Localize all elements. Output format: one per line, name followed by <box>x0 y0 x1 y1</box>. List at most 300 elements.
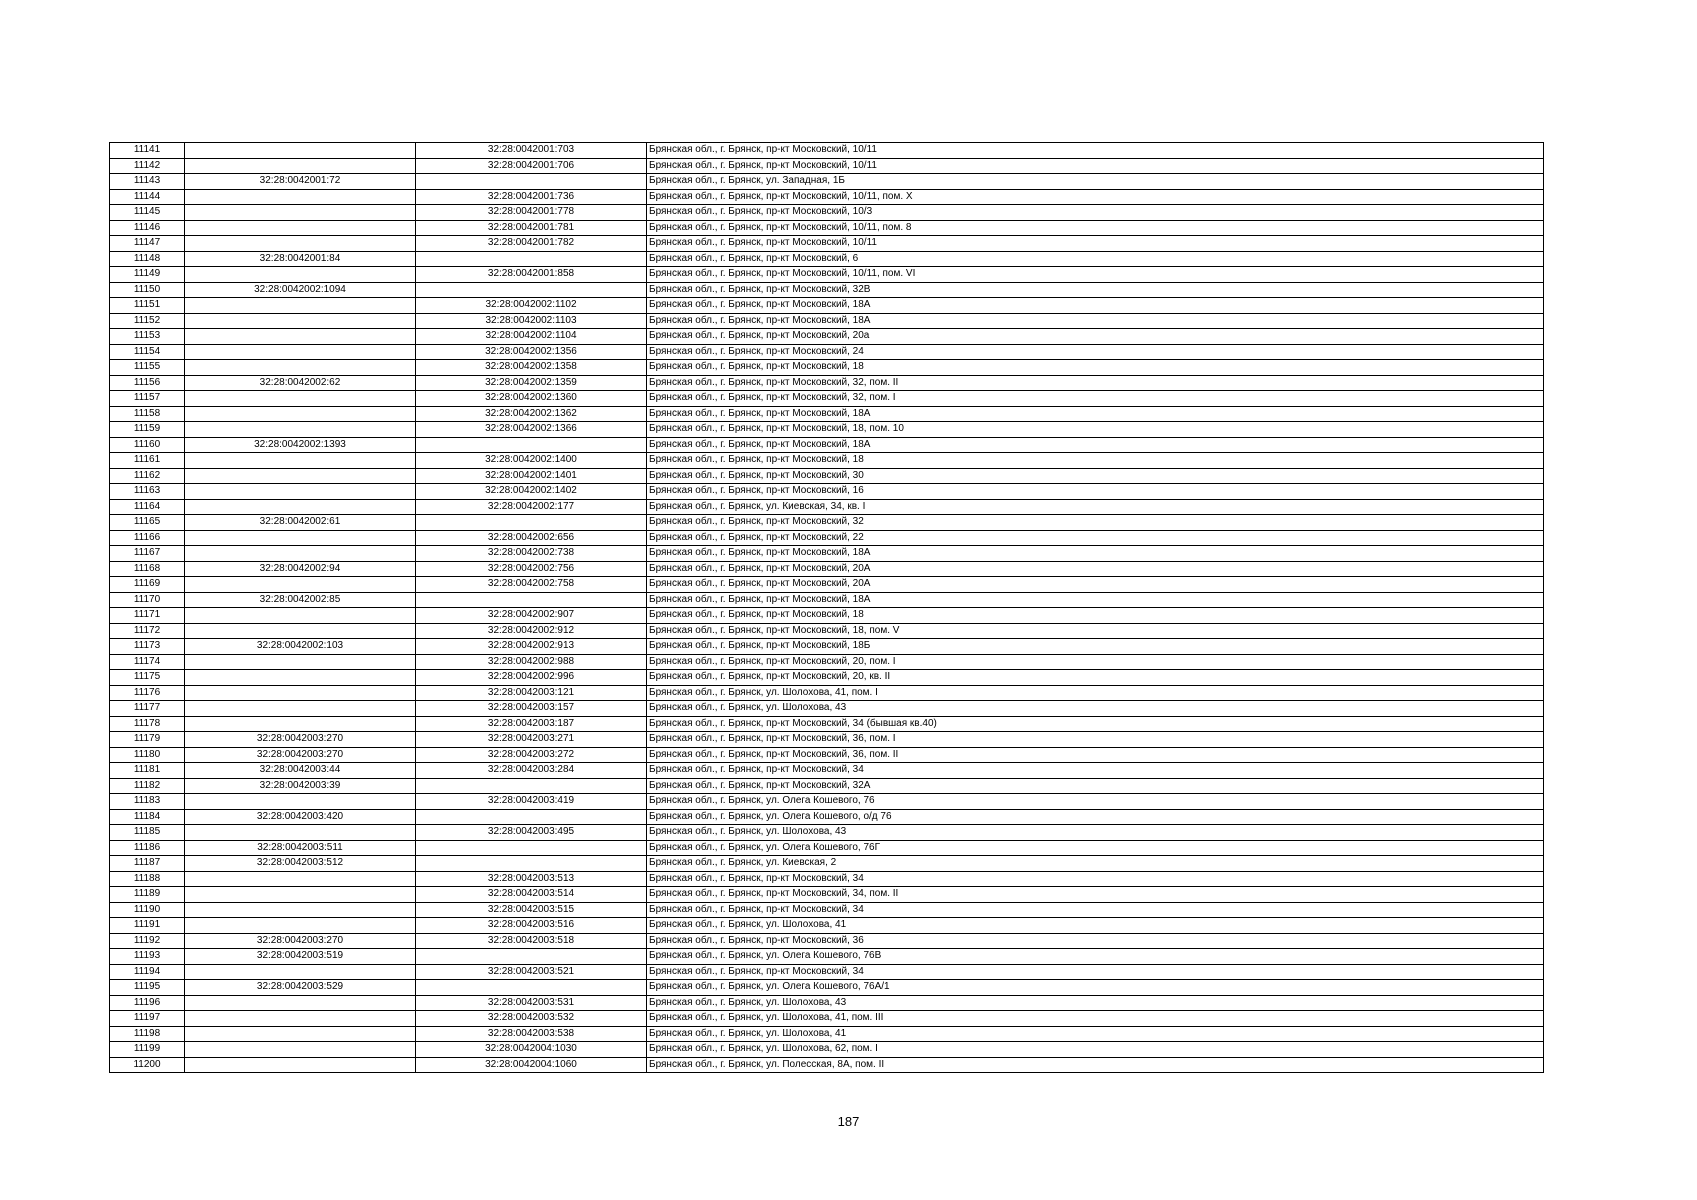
object-cadastral-number-cell: 32:28:0042002:907 <box>416 608 647 624</box>
land-cadastral-number-cell <box>185 654 416 670</box>
address-cell: Брянская обл., г. Брянск, пр-кт Московский, 32А <box>647 778 1544 794</box>
row-number-cell: 11156 <box>110 375 185 391</box>
table-row <box>110 530 1544 546</box>
address-cell: Брянская обл., г. Брянск, пр-кт Московский, 18Б <box>647 639 1544 655</box>
row-number-cell: 11149 <box>110 267 185 283</box>
table-row <box>110 189 1544 205</box>
row-number-cell: 11178 <box>110 716 185 732</box>
object-cadastral-number-cell: 32:28:0042003:532 <box>416 1011 647 1027</box>
table-row <box>110 995 1544 1011</box>
land-cadastral-number-cell <box>185 220 416 236</box>
table-row <box>110 794 1544 810</box>
address-cell: Брянская обл., г. Брянск, ул. Олега Кошевого, 76В <box>647 949 1544 965</box>
object-cadastral-number-cell: 32:28:0042003:516 <box>416 918 647 934</box>
table-row <box>110 980 1544 996</box>
land-cadastral-number-cell: 32:28:0042001:84 <box>185 251 416 267</box>
address-cell: Брянская обл., г. Брянск, ул. Олега Кошевого, 76 <box>647 794 1544 810</box>
object-cadastral-number-cell: 32:28:0042002:1358 <box>416 360 647 376</box>
address-cell: Брянская обл., г. Брянск, пр-кт Московский, 10/11 <box>647 143 1544 159</box>
address-cell: Брянская обл., г. Брянск, пр-кт Московский, 18А <box>647 313 1544 329</box>
land-cadastral-number-cell: 32:28:0042002:61 <box>185 515 416 531</box>
land-cadastral-number-cell <box>185 267 416 283</box>
object-cadastral-number-cell: 32:28:0042001:736 <box>416 189 647 205</box>
table-row <box>110 887 1544 903</box>
row-number-cell: 11154 <box>110 344 185 360</box>
land-cadastral-number-cell: 32:28:0042002:85 <box>185 592 416 608</box>
row-number-cell: 11197 <box>110 1011 185 1027</box>
address-cell: Брянская обл., г. Брянск, пр-кт Московский, 20, кв. II <box>647 670 1544 686</box>
address-cell: Брянская обл., г. Брянск, ул. Олега Кошевого, 76Г <box>647 840 1544 856</box>
object-cadastral-number-cell: 32:28:0042003:121 <box>416 685 647 701</box>
land-cadastral-number-cell <box>185 995 416 1011</box>
table-row <box>110 499 1544 515</box>
table-row <box>110 639 1544 655</box>
address-cell: Брянская обл., г. Брянск, пр-кт Московский, 18, пом. V <box>647 623 1544 639</box>
land-cadastral-number-cell: 32:28:0042002:1393 <box>185 437 416 453</box>
object-cadastral-number-cell: 32:28:0042001:706 <box>416 158 647 174</box>
address-cell: Брянская обл., г. Брянск, пр-кт Московский, 20А <box>647 561 1544 577</box>
address-cell: Брянская обл., г. Брянск, ул. Шолохова, 43 <box>647 701 1544 717</box>
address-cell: Брянская обл., г. Брянск, пр-кт Московский, 20а <box>647 329 1544 345</box>
land-cadastral-number-cell <box>185 918 416 934</box>
row-number-cell: 11190 <box>110 902 185 918</box>
object-cadastral-number-cell <box>416 809 647 825</box>
object-cadastral-number-cell: 32:28:0042001:781 <box>416 220 647 236</box>
object-cadastral-number-cell: 32:28:0042002:912 <box>416 623 647 639</box>
address-cell: Брянская обл., г. Брянск, пр-кт Московский, 18 <box>647 360 1544 376</box>
land-cadastral-number-cell <box>185 205 416 221</box>
address-cell: Брянская обл., г. Брянск, пр-кт Московский, 32, пом. I <box>647 391 1544 407</box>
object-cadastral-number-cell <box>416 856 647 872</box>
object-cadastral-number-cell: 32:28:0042002:988 <box>416 654 647 670</box>
address-cell: Брянская обл., г. Брянск, пр-кт Московский, 36 <box>647 933 1544 949</box>
row-number-cell: 11199 <box>110 1042 185 1058</box>
table-row <box>110 933 1544 949</box>
row-number-cell: 11155 <box>110 360 185 376</box>
address-cell: Брянская обл., г. Брянск, пр-кт Московский, 30 <box>647 468 1544 484</box>
object-cadastral-number-cell: 32:28:0042002:1359 <box>416 375 647 391</box>
land-cadastral-number-cell <box>185 143 416 159</box>
row-number-cell: 11141 <box>110 143 185 159</box>
table-row <box>110 871 1544 887</box>
page-number: 187 <box>837 1114 860 1129</box>
object-cadastral-number-cell: 32:28:0042003:513 <box>416 871 647 887</box>
object-cadastral-number-cell: 32:28:0042003:531 <box>416 995 647 1011</box>
table-row <box>110 360 1544 376</box>
land-cadastral-number-cell <box>185 236 416 252</box>
address-cell: Брянская обл., г. Брянск, пр-кт Московский, 22 <box>647 530 1544 546</box>
table-row <box>110 313 1544 329</box>
row-number-cell: 11169 <box>110 577 185 593</box>
object-cadastral-number-cell: 32:28:0042002:1362 <box>416 406 647 422</box>
row-number-cell: 11157 <box>110 391 185 407</box>
land-cadastral-number-cell <box>185 670 416 686</box>
row-number-cell: 11181 <box>110 763 185 779</box>
object-cadastral-number-cell: 32:28:0042003:518 <box>416 933 647 949</box>
object-cadastral-number-cell: 32:28:0042002:1360 <box>416 391 647 407</box>
object-cadastral-number-cell: 32:28:0042003:187 <box>416 716 647 732</box>
object-cadastral-number-cell: 32:28:0042003:419 <box>416 794 647 810</box>
table-row <box>110 158 1544 174</box>
table-row <box>110 298 1544 314</box>
land-cadastral-number-cell <box>185 468 416 484</box>
land-cadastral-number-cell: 32:28:0042003:39 <box>185 778 416 794</box>
object-cadastral-number-cell <box>416 251 647 267</box>
row-number-cell: 11196 <box>110 995 185 1011</box>
object-cadastral-number-cell: 32:28:0042003:538 <box>416 1026 647 1042</box>
land-cadastral-number-cell: 32:28:0042003:512 <box>185 856 416 872</box>
row-number-cell: 11189 <box>110 887 185 903</box>
object-cadastral-number-cell: 32:28:0042002:1103 <box>416 313 647 329</box>
row-number-cell: 11177 <box>110 701 185 717</box>
table-row <box>110 329 1544 345</box>
land-cadastral-number-cell: 32:28:0042001:72 <box>185 174 416 190</box>
land-cadastral-number-cell <box>185 825 416 841</box>
land-cadastral-number-cell <box>185 406 416 422</box>
address-cell: Брянская обл., г. Брянск, пр-кт Московский, 6 <box>647 251 1544 267</box>
table-row <box>110 391 1544 407</box>
land-cadastral-number-cell <box>185 453 416 469</box>
row-number-cell: 11164 <box>110 499 185 515</box>
address-cell: Брянская обл., г. Брянск, ул. Киевская, 2 <box>647 856 1544 872</box>
table-row <box>110 685 1544 701</box>
table-row <box>110 608 1544 624</box>
table-row <box>110 453 1544 469</box>
row-number-cell: 11195 <box>110 980 185 996</box>
land-cadastral-number-cell <box>185 1011 416 1027</box>
row-number-cell: 11200 <box>110 1057 185 1073</box>
address-cell: Брянская обл., г. Брянск, пр-кт Московский, 18А <box>647 437 1544 453</box>
address-cell: Брянская обл., г. Брянск, пр-кт Московский, 10/11, пом. 8 <box>647 220 1544 236</box>
row-number-cell: 11187 <box>110 856 185 872</box>
address-cell: Брянская обл., г. Брянск, пр-кт Московский, 18А <box>647 592 1544 608</box>
object-cadastral-number-cell: 32:28:0042004:1030 <box>416 1042 647 1058</box>
row-number-cell: 11163 <box>110 484 185 500</box>
address-cell: Брянская обл., г. Брянск, ул. Киевская, 34, кв. I <box>647 499 1544 515</box>
object-cadastral-number-cell: 32:28:0042003:495 <box>416 825 647 841</box>
land-cadastral-number-cell <box>185 189 416 205</box>
land-cadastral-number-cell <box>185 546 416 562</box>
table-row <box>110 809 1544 825</box>
table-row <box>110 437 1544 453</box>
row-number-cell: 11142 <box>110 158 185 174</box>
object-cadastral-number-cell <box>416 174 647 190</box>
address-cell: Брянская обл., г. Брянск, пр-кт Московский, 34 <box>647 902 1544 918</box>
row-number-cell: 11192 <box>110 933 185 949</box>
table-row <box>110 840 1544 856</box>
object-cadastral-number-cell: 32:28:0042002:758 <box>416 577 647 593</box>
table-row <box>110 1057 1544 1073</box>
row-number-cell: 11183 <box>110 794 185 810</box>
row-number-cell: 11152 <box>110 313 185 329</box>
land-cadastral-number-cell: 32:28:0042002:103 <box>185 639 416 655</box>
object-cadastral-number-cell: 32:28:0042003:271 <box>416 732 647 748</box>
object-cadastral-number-cell <box>416 282 647 298</box>
land-cadastral-number-cell <box>185 623 416 639</box>
table-row <box>110 902 1544 918</box>
object-cadastral-number-cell: 32:28:0042003:521 <box>416 964 647 980</box>
table-row <box>110 174 1544 190</box>
address-cell: Брянская обл., г. Брянск, пр-кт Московский, 10/11, пом. X <box>647 189 1544 205</box>
land-cadastral-number-cell <box>185 685 416 701</box>
land-cadastral-number-cell <box>185 608 416 624</box>
row-number-cell: 11160 <box>110 437 185 453</box>
table-row <box>110 592 1544 608</box>
table-row <box>110 732 1544 748</box>
address-cell: Брянская обл., г. Брянск, пр-кт Московский, 32 <box>647 515 1544 531</box>
address-cell: Брянская обл., г. Брянск, пр-кт Московский, 34 <box>647 871 1544 887</box>
object-cadastral-number-cell: 32:28:0042001:858 <box>416 267 647 283</box>
address-cell: Брянская обл., г. Брянск, ул. Шолохова, 41, пом. I <box>647 685 1544 701</box>
land-cadastral-number-cell <box>185 716 416 732</box>
row-number-cell: 11170 <box>110 592 185 608</box>
address-cell: Брянская обл., г. Брянск, пр-кт Московский, 18 <box>647 608 1544 624</box>
table-row <box>110 282 1544 298</box>
row-number-cell: 11144 <box>110 189 185 205</box>
property-register-table <box>109 142 1544 1073</box>
object-cadastral-number-cell: 32:28:0042002:1366 <box>416 422 647 438</box>
object-cadastral-number-cell: 32:28:0042002:1400 <box>416 453 647 469</box>
object-cadastral-number-cell: 32:28:0042003:157 <box>416 701 647 717</box>
land-cadastral-number-cell <box>185 530 416 546</box>
object-cadastral-number-cell: 32:28:0042002:1402 <box>416 484 647 500</box>
land-cadastral-number-cell: 32:28:0042003:44 <box>185 763 416 779</box>
row-number-cell: 11179 <box>110 732 185 748</box>
row-number-cell: 11193 <box>110 949 185 965</box>
land-cadastral-number-cell <box>185 577 416 593</box>
land-cadastral-number-cell <box>185 484 416 500</box>
land-cadastral-number-cell <box>185 871 416 887</box>
row-number-cell: 11153 <box>110 329 185 345</box>
object-cadastral-number-cell: 32:28:0042001:778 <box>416 205 647 221</box>
table-row <box>110 701 1544 717</box>
object-cadastral-number-cell: 32:28:0042002:756 <box>416 561 647 577</box>
land-cadastral-number-cell: 32:28:0042002:62 <box>185 375 416 391</box>
table-row <box>110 143 1544 159</box>
row-number-cell: 11161 <box>110 453 185 469</box>
table-row <box>110 267 1544 283</box>
object-cadastral-number-cell <box>416 437 647 453</box>
row-number-cell: 11176 <box>110 685 185 701</box>
address-cell: Брянская обл., г. Брянск, ул. Шолохова, 43 <box>647 825 1544 841</box>
row-number-cell: 11162 <box>110 468 185 484</box>
land-cadastral-number-cell: 32:28:0042002:1094 <box>185 282 416 298</box>
table-row <box>110 236 1544 252</box>
address-cell: Брянская обл., г. Брянск, ул. Шолохова, 41, пом. III <box>647 1011 1544 1027</box>
address-cell: Брянская обл., г. Брянск, пр-кт Московский, 10/11 <box>647 158 1544 174</box>
row-number-cell: 11172 <box>110 623 185 639</box>
property-register-body <box>110 143 1544 1073</box>
land-cadastral-number-cell: 32:28:0042003:420 <box>185 809 416 825</box>
address-cell: Брянская обл., г. Брянск, пр-кт Московский, 32В <box>647 282 1544 298</box>
row-number-cell: 11151 <box>110 298 185 314</box>
row-number-cell: 11194 <box>110 964 185 980</box>
row-number-cell: 11167 <box>110 546 185 562</box>
table-row <box>110 623 1544 639</box>
table-row <box>110 825 1544 841</box>
table-row <box>110 406 1544 422</box>
land-cadastral-number-cell: 32:28:0042002:94 <box>185 561 416 577</box>
address-cell: Брянская обл., г. Брянск, пр-кт Московский, 34 <box>647 964 1544 980</box>
land-cadastral-number-cell <box>185 1057 416 1073</box>
object-cadastral-number-cell: 32:28:0042002:1102 <box>416 298 647 314</box>
object-cadastral-number-cell: 32:28:0042002:913 <box>416 639 647 655</box>
object-cadastral-number-cell: 32:28:0042001:703 <box>416 143 647 159</box>
address-cell: Брянская обл., г. Брянск, пр-кт Московский, 18, пом. 10 <box>647 422 1544 438</box>
row-number-cell: 11165 <box>110 515 185 531</box>
row-number-cell: 11184 <box>110 809 185 825</box>
table-row <box>110 856 1544 872</box>
address-cell: Брянская обл., г. Брянск, пр-кт Московский, 36, пом. II <box>647 747 1544 763</box>
table-row <box>110 763 1544 779</box>
address-cell: Брянская обл., г. Брянск, ул. Шолохова, 62, пом. I <box>647 1042 1544 1058</box>
address-cell: Брянская обл., г. Брянск, ул. Шолохова, 41 <box>647 1026 1544 1042</box>
object-cadastral-number-cell: 32:28:0042002:177 <box>416 499 647 515</box>
table-row <box>110 778 1544 794</box>
table-row <box>110 220 1544 236</box>
row-number-cell: 11143 <box>110 174 185 190</box>
address-cell: Брянская обл., г. Брянск, пр-кт Московский, 18А <box>647 406 1544 422</box>
table-row <box>110 344 1544 360</box>
table-row <box>110 918 1544 934</box>
object-cadastral-number-cell <box>416 592 647 608</box>
object-cadastral-number-cell: 32:28:0042003:284 <box>416 763 647 779</box>
land-cadastral-number-cell: 32:28:0042003:519 <box>185 949 416 965</box>
land-cadastral-number-cell <box>185 422 416 438</box>
row-number-cell: 11191 <box>110 918 185 934</box>
object-cadastral-number-cell: 32:28:0042002:1104 <box>416 329 647 345</box>
land-cadastral-number-cell <box>185 298 416 314</box>
table-row <box>110 949 1544 965</box>
land-cadastral-number-cell <box>185 794 416 810</box>
land-cadastral-number-cell <box>185 1042 416 1058</box>
land-cadastral-number-cell <box>185 329 416 345</box>
row-number-cell: 11198 <box>110 1026 185 1042</box>
land-cadastral-number-cell <box>185 313 416 329</box>
table-row <box>110 1011 1544 1027</box>
row-number-cell: 11150 <box>110 282 185 298</box>
land-cadastral-number-cell <box>185 499 416 515</box>
address-cell: Брянская обл., г. Брянск, ул. Олега Кошевого, о/д 76 <box>647 809 1544 825</box>
land-cadastral-number-cell <box>185 701 416 717</box>
table-row <box>110 468 1544 484</box>
table-row <box>110 577 1544 593</box>
address-cell: Брянская обл., г. Брянск, пр-кт Московский, 34, пом. II <box>647 887 1544 903</box>
row-number-cell: 11166 <box>110 530 185 546</box>
object-cadastral-number-cell <box>416 840 647 856</box>
address-cell: Брянская обл., г. Брянск, пр-кт Московский, 20А <box>647 577 1544 593</box>
address-cell: Брянская обл., г. Брянск, пр-кт Московский, 32, пом. II <box>647 375 1544 391</box>
land-cadastral-number-cell <box>185 902 416 918</box>
table-row <box>110 422 1544 438</box>
table-row <box>110 654 1544 670</box>
row-number-cell: 11188 <box>110 871 185 887</box>
row-number-cell: 11158 <box>110 406 185 422</box>
table-row <box>110 515 1544 531</box>
row-number-cell: 11145 <box>110 205 185 221</box>
address-cell: Брянская обл., г. Брянск, пр-кт Московский, 34 <box>647 763 1544 779</box>
land-cadastral-number-cell: 32:28:0042003:511 <box>185 840 416 856</box>
object-cadastral-number-cell <box>416 515 647 531</box>
land-cadastral-number-cell <box>185 344 416 360</box>
land-cadastral-number-cell: 32:28:0042003:270 <box>185 732 416 748</box>
address-cell: Брянская обл., г. Брянск, пр-кт Московский, 36, пом. I <box>647 732 1544 748</box>
object-cadastral-number-cell <box>416 778 647 794</box>
table-row <box>110 964 1544 980</box>
land-cadastral-number-cell <box>185 360 416 376</box>
land-cadastral-number-cell: 32:28:0042003:270 <box>185 747 416 763</box>
row-number-cell: 11186 <box>110 840 185 856</box>
land-cadastral-number-cell <box>185 1026 416 1042</box>
row-number-cell: 11180 <box>110 747 185 763</box>
land-cadastral-number-cell <box>185 391 416 407</box>
object-cadastral-number-cell: 32:28:0042002:656 <box>416 530 647 546</box>
object-cadastral-number-cell: 32:28:0042004:1060 <box>416 1057 647 1073</box>
address-cell: Брянская обл., г. Брянск, пр-кт Московский, 34 (бывшая кв.40) <box>647 716 1544 732</box>
land-cadastral-number-cell <box>185 158 416 174</box>
address-cell: Брянская обл., г. Брянск, ул. Полесская, 8А, пом. II <box>647 1057 1544 1073</box>
address-cell: Брянская обл., г. Брянск, пр-кт Московский, 10/11 <box>647 236 1544 252</box>
object-cadastral-number-cell: 32:28:0042002:1356 <box>416 344 647 360</box>
address-cell: Брянская обл., г. Брянск, ул. Шолохова, 43 <box>647 995 1544 1011</box>
object-cadastral-number-cell: 32:28:0042002:996 <box>416 670 647 686</box>
address-cell: Брянская обл., г. Брянск, пр-кт Московский, 18А <box>647 298 1544 314</box>
address-cell: Брянская обл., г. Брянск, пр-кт Московский, 18А <box>647 546 1544 562</box>
row-number-cell: 11174 <box>110 654 185 670</box>
table-row <box>110 484 1544 500</box>
row-number-cell: 11146 <box>110 220 185 236</box>
address-cell: Брянская обл., г. Брянск, пр-кт Московский, 20, пом. I <box>647 654 1544 670</box>
table-row <box>110 1042 1544 1058</box>
object-cadastral-number-cell: 32:28:0042003:272 <box>416 747 647 763</box>
land-cadastral-number-cell: 32:28:0042003:529 <box>185 980 416 996</box>
table-row <box>110 747 1544 763</box>
address-cell: Брянская обл., г. Брянск, пр-кт Московский, 10/11, пом. VI <box>647 267 1544 283</box>
object-cadastral-number-cell: 32:28:0042003:514 <box>416 887 647 903</box>
row-number-cell: 11148 <box>110 251 185 267</box>
address-cell: Брянская обл., г. Брянск, пр-кт Московский, 24 <box>647 344 1544 360</box>
object-cadastral-number-cell <box>416 949 647 965</box>
row-number-cell: 11173 <box>110 639 185 655</box>
row-number-cell: 11185 <box>110 825 185 841</box>
address-cell: Брянская обл., г. Брянск, пр-кт Московский, 18 <box>647 453 1544 469</box>
table-row <box>110 1026 1544 1042</box>
table-row <box>110 561 1544 577</box>
table-row <box>110 670 1544 686</box>
land-cadastral-number-cell: 32:28:0042003:270 <box>185 933 416 949</box>
address-cell: Брянская обл., г. Брянск, ул. Олега Кошевого, 76А/1 <box>647 980 1544 996</box>
table-row <box>110 546 1544 562</box>
row-number-cell: 11147 <box>110 236 185 252</box>
object-cadastral-number-cell: 32:28:0042002:738 <box>416 546 647 562</box>
object-cadastral-number-cell: 32:28:0042001:782 <box>416 236 647 252</box>
object-cadastral-number-cell <box>416 980 647 996</box>
land-cadastral-number-cell <box>185 964 416 980</box>
table-row <box>110 205 1544 221</box>
table-row <box>110 251 1544 267</box>
object-cadastral-number-cell: 32:28:0042003:515 <box>416 902 647 918</box>
row-number-cell: 11182 <box>110 778 185 794</box>
row-number-cell: 11159 <box>110 422 185 438</box>
row-number-cell: 11175 <box>110 670 185 686</box>
table-row <box>110 716 1544 732</box>
address-cell: Брянская обл., г. Брянск, ул. Западная, 1Б <box>647 174 1544 190</box>
land-cadastral-number-cell <box>185 887 416 903</box>
table-row <box>110 375 1544 391</box>
address-cell: Брянская обл., г. Брянск, пр-кт Московский, 10/3 <box>647 205 1544 221</box>
object-cadastral-number-cell: 32:28:0042002:1401 <box>416 468 647 484</box>
row-number-cell: 11168 <box>110 561 185 577</box>
